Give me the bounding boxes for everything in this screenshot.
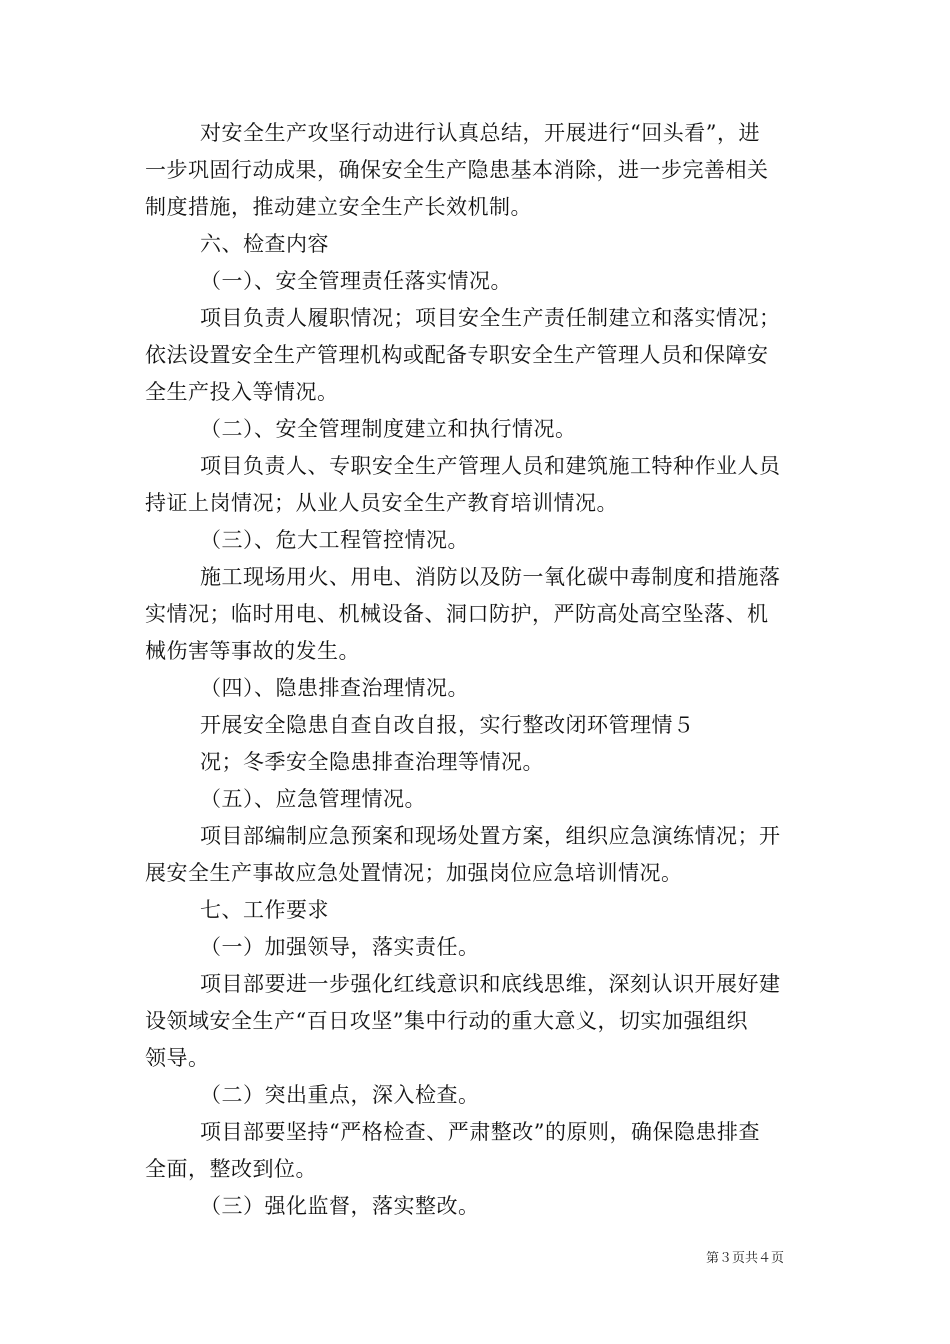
subsection-heading: （二）突出重点，深入检查。 (200, 1083, 480, 1107)
paragraph-line: 项目部编制应急预案和现场处置方案，组织应急演练情况；开 (200, 824, 781, 848)
paragraph-line: 械伤害等事故的发生。 (145, 639, 360, 663)
section-heading: 六、检查内容 (200, 232, 329, 256)
paragraph-line: 一步巩固行动成果，确保安全生产隐患基本消除，进一步完善相关 (145, 158, 769, 182)
page-number-footer: 第３页共４页 (706, 1251, 785, 1266)
paragraph-line: 依法设置安全生产管理机构或配备专职安全生产管理人员和保障安 (145, 343, 769, 367)
subsection-heading: （一）加强领导，落实责任。 (200, 935, 480, 959)
paragraph-line: 项目部要坚持“严格检查、严肃整改”的原则，确保隐患排查 (200, 1120, 760, 1144)
paragraph-line: 全生产投入等情况。 (145, 380, 339, 404)
paragraph-line: 项目负责人履职情况；项目安全生产责任制建立和落实情况； (200, 306, 781, 330)
paragraph-line: 制度措施，推动建立安全生产长效机制。 (145, 195, 532, 219)
subsection-heading: （三）强化监督，落实整改。 (200, 1194, 480, 1218)
paragraph-line: 对安全生产攻坚行动进行认真总结，开展进行“回头看”，进 (200, 121, 760, 145)
paragraph-line: 项目部要进一步强化红线意识和底线思维，深刻认识开展好建 (200, 972, 781, 996)
subsection-heading: （四）、隐患排查治理情况。 (200, 676, 469, 700)
paragraph-line: 施工现场用火、用电、消防以及防一氧化碳中毒制度和措施落 (200, 565, 781, 589)
paragraph-line: 领导。 (145, 1046, 210, 1070)
subsection-heading: （五）、应急管理情况。 (200, 787, 426, 811)
section-heading: 七、工作要求 (200, 898, 329, 922)
paragraph-line: 全面，整改到位。 (145, 1157, 317, 1181)
paragraph-line: 设领域安全生产“百日攻坚”集中行动的重大意义，切实加强组织 (145, 1009, 748, 1033)
paragraph-line: 持证上岗情况；从业人员安全生产教育培训情况。 (145, 491, 618, 515)
subsection-heading: （一）、安全管理责任落实情况。 (200, 269, 512, 293)
paragraph-line: 实情况；临时用电、机械设备、洞口防护，严防高处高空坠落、机 (145, 602, 769, 626)
paragraph-line: 项目负责人、专职安全生产管理人员和建筑施工特种作业人员 (200, 454, 781, 478)
paragraph-line: 况；冬季安全隐患排查治理等情况。 (200, 750, 544, 774)
paragraph-line: 开展安全隐患自查自改自报，实行整改闭环管理情５ (200, 713, 695, 737)
subsection-heading: （二）、安全管理制度建立和执行情况。 (200, 417, 577, 441)
subsection-heading: （三）、危大工程管控情况。 (200, 528, 469, 552)
paragraph-line: 展安全生产事故应急处置情况；加强岗位应急培训情况。 (145, 861, 683, 885)
